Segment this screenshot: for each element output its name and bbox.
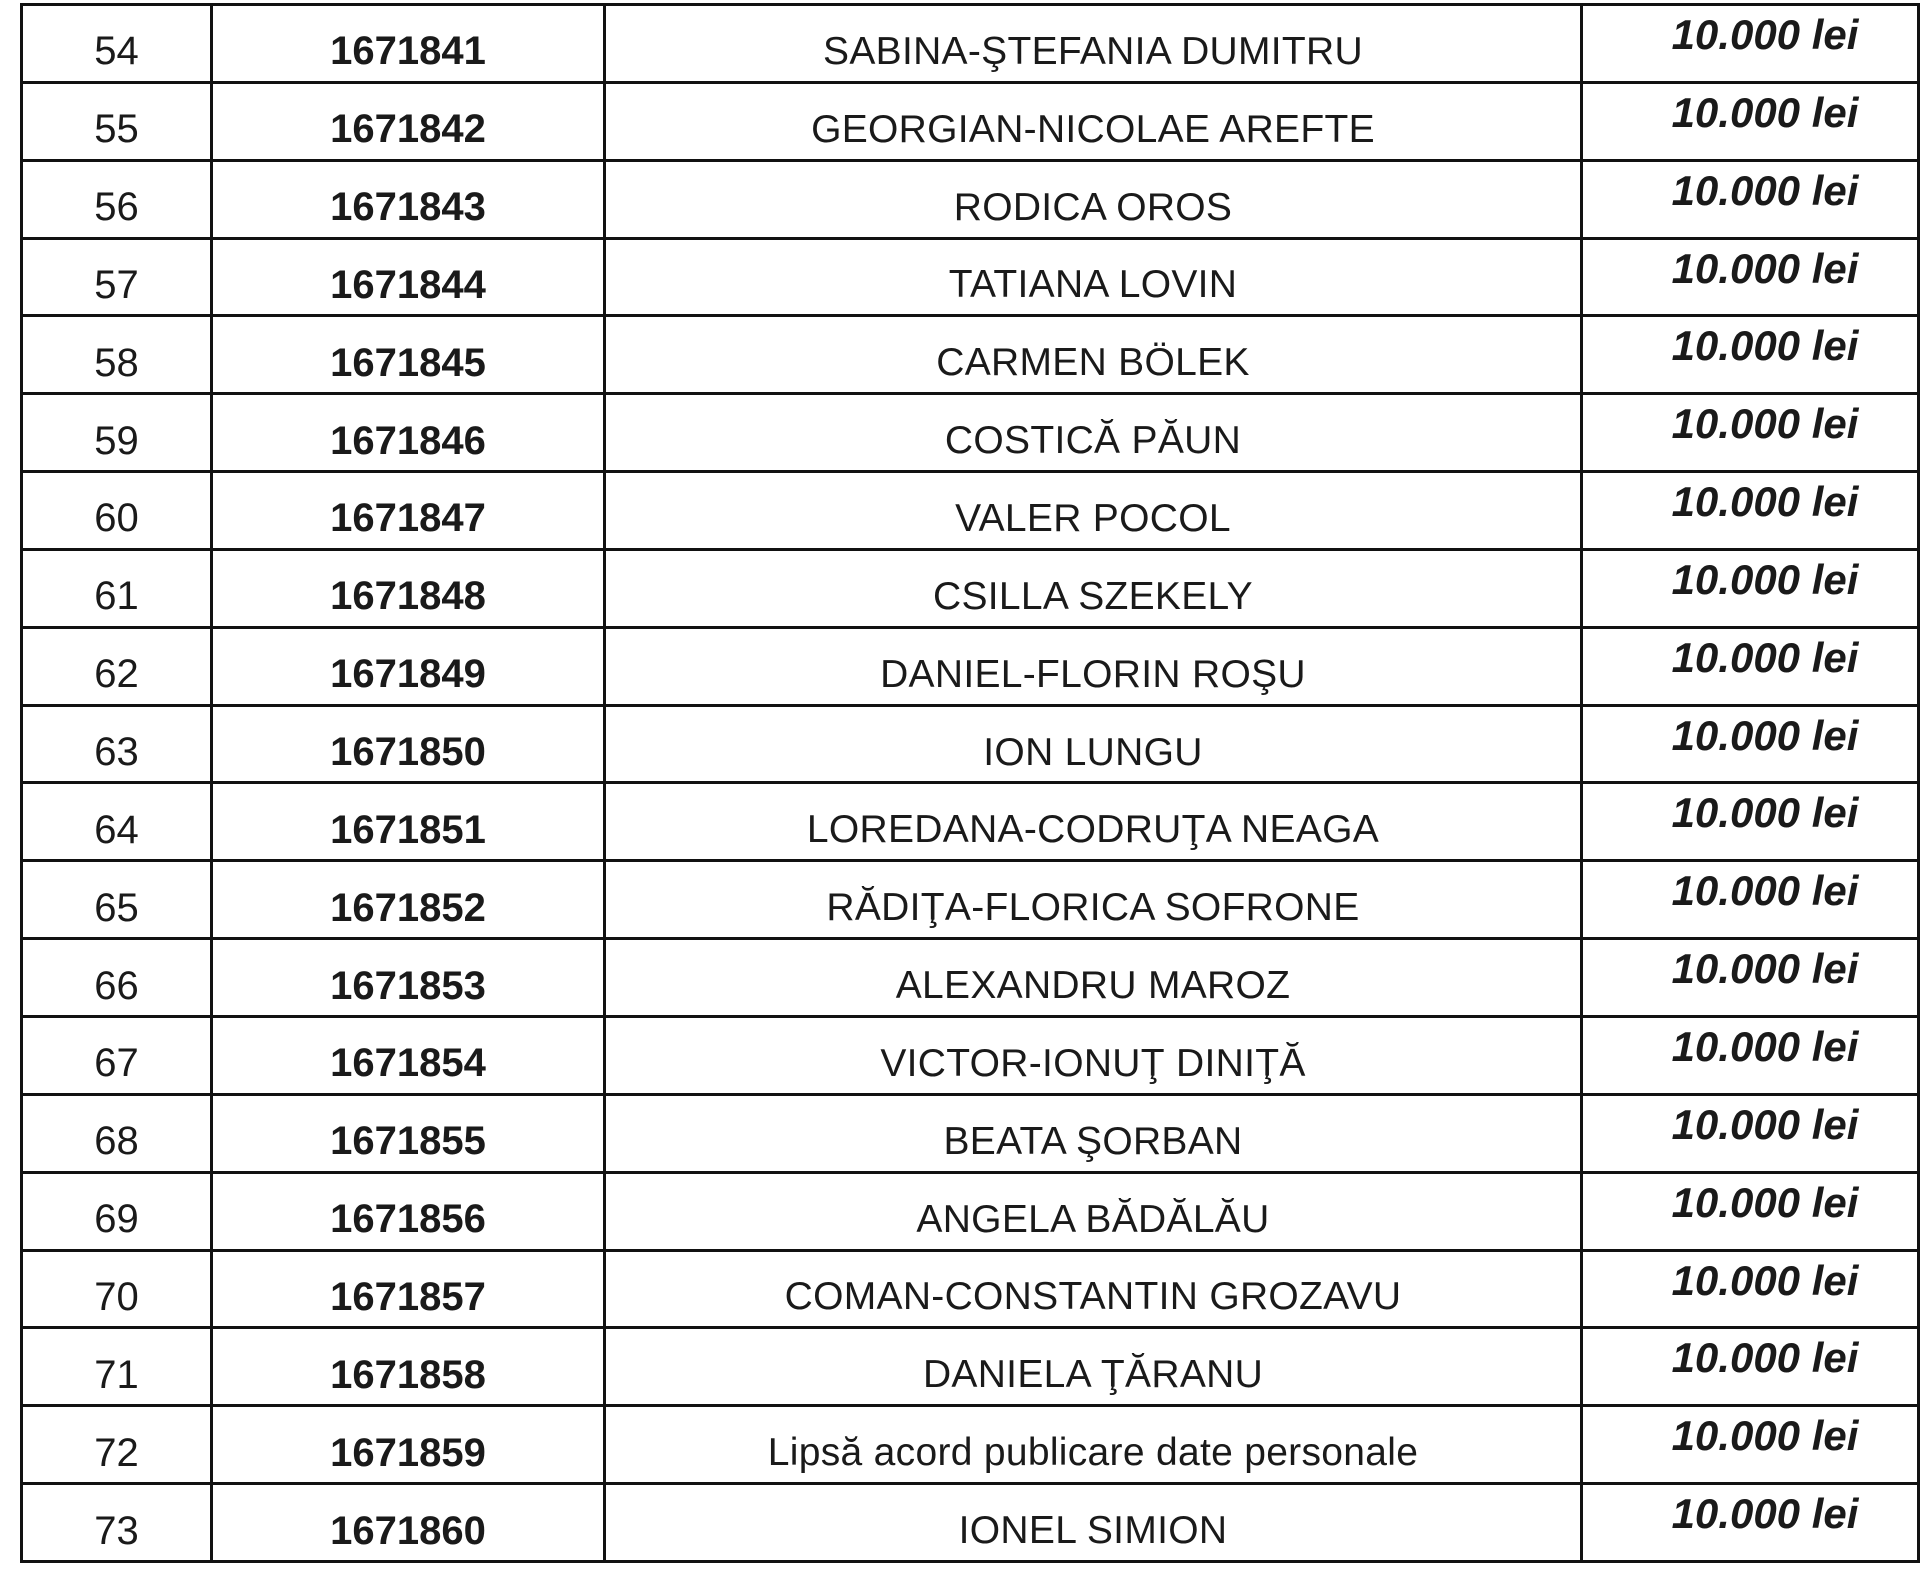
ticket-code: 1671845 [212, 316, 605, 394]
ticket-code: 1671842 [212, 82, 605, 160]
winner-name: GEORGIAN-NICOLAE AREFTE [605, 82, 1582, 160]
winner-name: SABINA-ŞTEFANIA DUMITRU [605, 5, 1582, 83]
row-number: 61 [22, 549, 212, 627]
row-number: 60 [22, 472, 212, 550]
table-row [22, 783, 1919, 861]
prize-amount: 10.000 lei [1582, 394, 1919, 472]
table-row [22, 1406, 1919, 1484]
ticket-code: 1671856 [212, 1172, 605, 1250]
winner-name: CARMEN BÖLEK [605, 316, 1582, 394]
row-number: 65 [22, 861, 212, 939]
winner-name: ANGELA BĂDĂLĂU [605, 1172, 1582, 1250]
prize-amount: 10.000 lei [1582, 472, 1919, 550]
winner-name: RĂDIŢA-FLORICA SOFRONE [605, 861, 1582, 939]
row-number: 58 [22, 316, 212, 394]
winner-name: RODICA OROS [605, 160, 1582, 238]
winner-name: Lipsă acord publicare date personale [605, 1406, 1582, 1484]
prize-amount: 10.000 lei [1582, 939, 1919, 1017]
winners-table [20, 3, 1920, 1563]
ticket-code: 1671857 [212, 1250, 605, 1328]
prize-amount: 10.000 lei [1582, 705, 1919, 783]
prize-amount: 10.000 lei [1582, 1094, 1919, 1172]
row-number: 55 [22, 82, 212, 160]
row-number: 54 [22, 5, 212, 83]
winner-name: TATIANA LOVIN [605, 238, 1582, 316]
ticket-code: 1671844 [212, 238, 605, 316]
table-row [22, 82, 1919, 160]
ticket-code: 1671859 [212, 1406, 605, 1484]
ticket-code: 1671851 [212, 783, 605, 861]
table-row [22, 472, 1919, 550]
table-row [22, 939, 1919, 1017]
row-number: 59 [22, 394, 212, 472]
prize-amount: 10.000 lei [1582, 5, 1919, 83]
winner-name: ION LUNGU [605, 705, 1582, 783]
ticket-code: 1671849 [212, 627, 605, 705]
row-number: 56 [22, 160, 212, 238]
winner-name: CSILLA SZEKELY [605, 549, 1582, 627]
winner-name: DANIEL-FLORIN ROŞU [605, 627, 1582, 705]
row-number: 64 [22, 783, 212, 861]
row-number: 71 [22, 1328, 212, 1406]
table-row [22, 549, 1919, 627]
ticket-code: 1671843 [212, 160, 605, 238]
winner-name: IONEL SIMION [605, 1484, 1582, 1562]
prize-amount: 10.000 lei [1582, 316, 1919, 394]
ticket-code: 1671855 [212, 1094, 605, 1172]
ticket-code: 1671841 [212, 5, 605, 83]
row-number: 63 [22, 705, 212, 783]
prize-amount: 10.000 lei [1582, 861, 1919, 939]
table-row [22, 1094, 1919, 1172]
table-row [22, 5, 1919, 83]
table-row [22, 394, 1919, 472]
row-number: 67 [22, 1016, 212, 1094]
table-row [22, 316, 1919, 394]
ticket-code: 1671853 [212, 939, 605, 1017]
table-body [22, 5, 1919, 1562]
winner-name: ALEXANDRU MAROZ [605, 939, 1582, 1017]
prize-amount: 10.000 lei [1582, 783, 1919, 861]
row-number: 69 [22, 1172, 212, 1250]
ticket-code: 1671858 [212, 1328, 605, 1406]
row-number: 72 [22, 1406, 212, 1484]
prize-amount: 10.000 lei [1582, 1328, 1919, 1406]
winner-name: BEATA ŞORBAN [605, 1094, 1582, 1172]
ticket-code: 1671847 [212, 472, 605, 550]
winner-name: LOREDANA-CODRUŢA NEAGA [605, 783, 1582, 861]
table-row [22, 627, 1919, 705]
ticket-code: 1671852 [212, 861, 605, 939]
prize-amount: 10.000 lei [1582, 1406, 1919, 1484]
row-number: 70 [22, 1250, 212, 1328]
prize-amount: 10.000 lei [1582, 1484, 1919, 1562]
table-row [22, 705, 1919, 783]
table-row [22, 1172, 1919, 1250]
prize-amount: 10.000 lei [1582, 238, 1919, 316]
prize-amount: 10.000 lei [1582, 1172, 1919, 1250]
winner-name: COMAN-CONSTANTIN GROZAVU [605, 1250, 1582, 1328]
row-number: 68 [22, 1094, 212, 1172]
table-row [22, 1016, 1919, 1094]
winner-name: VICTOR-IONUŢ DINIŢĂ [605, 1016, 1582, 1094]
table-row [22, 1484, 1919, 1562]
winner-name: VALER POCOL [605, 472, 1582, 550]
ticket-code: 1671850 [212, 705, 605, 783]
row-number: 66 [22, 939, 212, 1017]
ticket-code: 1671848 [212, 549, 605, 627]
row-number: 62 [22, 627, 212, 705]
row-number: 57 [22, 238, 212, 316]
table-row [22, 160, 1919, 238]
prize-amount: 10.000 lei [1582, 1250, 1919, 1328]
ticket-code: 1671846 [212, 394, 605, 472]
ticket-code: 1671860 [212, 1484, 605, 1562]
winners-table-container [20, 3, 1917, 1563]
prize-amount: 10.000 lei [1582, 160, 1919, 238]
table-row [22, 1328, 1919, 1406]
table-row [22, 238, 1919, 316]
prize-amount: 10.000 lei [1582, 627, 1919, 705]
prize-amount: 10.000 lei [1582, 82, 1919, 160]
row-number: 73 [22, 1484, 212, 1562]
prize-amount: 10.000 lei [1582, 549, 1919, 627]
table-row [22, 861, 1919, 939]
prize-amount: 10.000 lei [1582, 1016, 1919, 1094]
table-row [22, 1250, 1919, 1328]
ticket-code: 1671854 [212, 1016, 605, 1094]
winner-name: DANIELA ŢĂRANU [605, 1328, 1582, 1406]
winner-name: COSTICĂ PĂUN [605, 394, 1582, 472]
